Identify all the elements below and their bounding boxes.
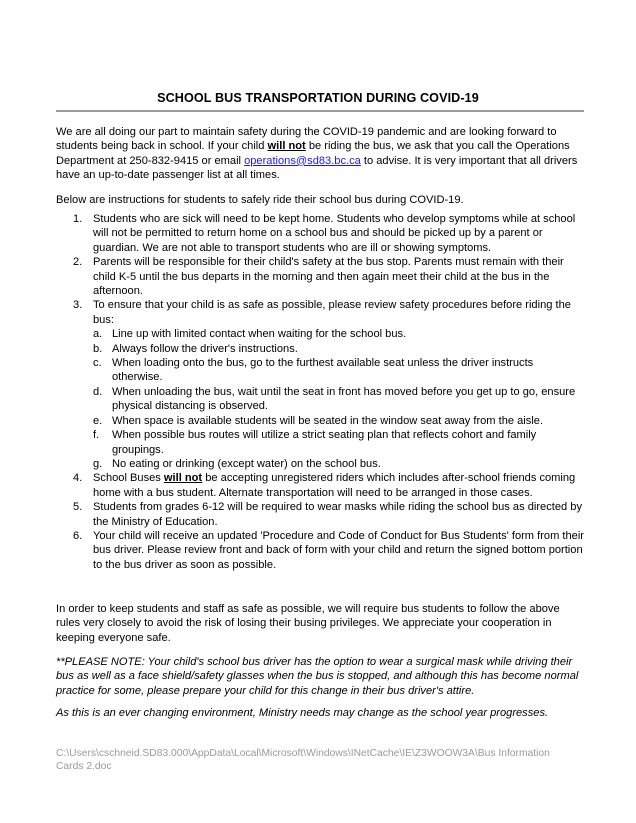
intro-text-2: be riding the bus, we ask that you call the Operations Department at 250-832-9415 or email (56, 140, 570, 167)
list-item-text: To ensure that your child is as safe as possible, please review safety procedures before riding the bus: (93, 299, 571, 326)
list-item-text-post: be accepting unregistered riders which includes after-school friends coming home with a bus student. Alternate transportation will need to be arranged in those cases. (93, 472, 576, 499)
sub-letter: g. (93, 457, 103, 470)
sub-letter: f. (93, 429, 100, 442)
list-item (56, 471, 586, 500)
sub-item (56, 385, 586, 414)
sub-letter: e. (93, 414, 103, 427)
list-item-text: Parents will be responsible for their child's safety at the bus stop. Parents must remain with their child K-5 until the bus departs in the morning and then again meet their child at the bus in the afternoon. (93, 256, 564, 298)
list-number: 1. (73, 213, 83, 225)
instructions-list (56, 212, 586, 572)
list-item (56, 212, 586, 255)
final-note: As this is an ever changing environment, Ministry needs may change as the school year progresses. (56, 707, 549, 719)
email-link[interactable]: operations@sd83.bc.ca (244, 154, 361, 167)
sub-item-text: Always follow the driver's instructions. (112, 342, 298, 355)
sub-letter: d. (93, 385, 103, 398)
list-item (56, 298, 586, 471)
list-number: 2. (73, 256, 83, 269)
sub-item (56, 356, 586, 385)
sub-item-text: When unloading the bus, wait until the seat in front has moved before you get up to go, ensure physical distancing is observed. (112, 385, 576, 413)
intro-emphasis: will not (267, 140, 306, 153)
sub-letter: b. (93, 342, 103, 355)
sub-item-text: Line up with limited contact when waiting for the school bus. (112, 328, 407, 341)
closing-paragraph: In order to keep students and staff as safe as possible, we will require bus students to follow the above rules very closely to avoid the risk of losing their busing privileges. We appreciate your cooperation in keeping everyone safe. (56, 603, 560, 644)
intro-paragraph (56, 125, 586, 183)
sub-item (56, 428, 586, 457)
sub-letter: c. (93, 357, 102, 370)
sub-item (56, 414, 586, 428)
list-number: 6. (73, 529, 83, 542)
page-title: SCHOOL BUS TRANSPORTATION DURING COVID-19 (157, 91, 479, 105)
sub-item-text: When loading onto the bus, go to the furthest available seat unless the driver instructs otherwise. (112, 357, 534, 384)
list-item (56, 255, 586, 298)
file-path-footer: C:\Users\cschneid.SD83.000\AppData\Local\Microsoft\Windows\INetCache\IE\Z3WOOW3A\Bus Information Cards 2.doc (56, 748, 550, 773)
title-divider (56, 110, 584, 112)
list-number: 4. (73, 472, 83, 485)
list-number: 5. (73, 501, 83, 514)
intro-text-3: to advise. It is very important that all drivers have an up-to-date passenger list at all times. (56, 154, 578, 182)
sub-letter: a. (93, 328, 103, 341)
sub-item (56, 327, 586, 341)
list-item-text-pre: School Buses (93, 472, 164, 485)
sub-item-text: When possible bus routes will utilize a strict seating plan that reflects cohort and family groupings. (112, 429, 537, 456)
list-item-text: Your child will receive an updated 'Procedure and Code of Conduct for Bus Students' form from their bus driver. Please review front and back of form with your child and return the signed bottom portion to the bus driver as soon as possible. (93, 529, 584, 571)
list-item (56, 529, 586, 572)
sub-item (56, 457, 586, 471)
list-item (56, 500, 586, 529)
lead-paragraph: Below are instructions for students to safely ride their school bus during COVID-19. (56, 194, 464, 206)
sub-item (56, 342, 586, 356)
list-item-emphasis: will not (163, 472, 203, 485)
list-number: 3. (73, 299, 83, 312)
list-item-text: Students from grades 6-12 will be required to wear masks while riding the school bus as directed by the Ministry of Education. (93, 501, 582, 528)
sub-item-text: No eating or drinking (except water) on the school bus. (112, 457, 381, 470)
intro-text-1: We are all doing our part to maintain safety during the COVID-19 pandemic and are looking forward to students being back in school. If your child (56, 126, 557, 153)
please-note-paragraph: **PLEASE NOTE: Your child's school bus driver has the option to wear a surgical mask while driving their bus as well as a face shield/safety glasses when the bus is stopped, and although this has become normal practice for some, please prepare your child for this change in their bus driver's attire. (56, 656, 579, 697)
list-item-text: Students who are sick will need to be kept home. Students who develop symptoms while at school will not be permitted to return home on a school bus and should be picked up by a parent or guardian. We are not able to transport students who are ill or showing symptoms. (93, 213, 576, 254)
safety-procedures-sublist (93, 327, 586, 471)
sub-item-text: When space is available students will be seated in the window seat away from the aisle. (112, 414, 544, 427)
